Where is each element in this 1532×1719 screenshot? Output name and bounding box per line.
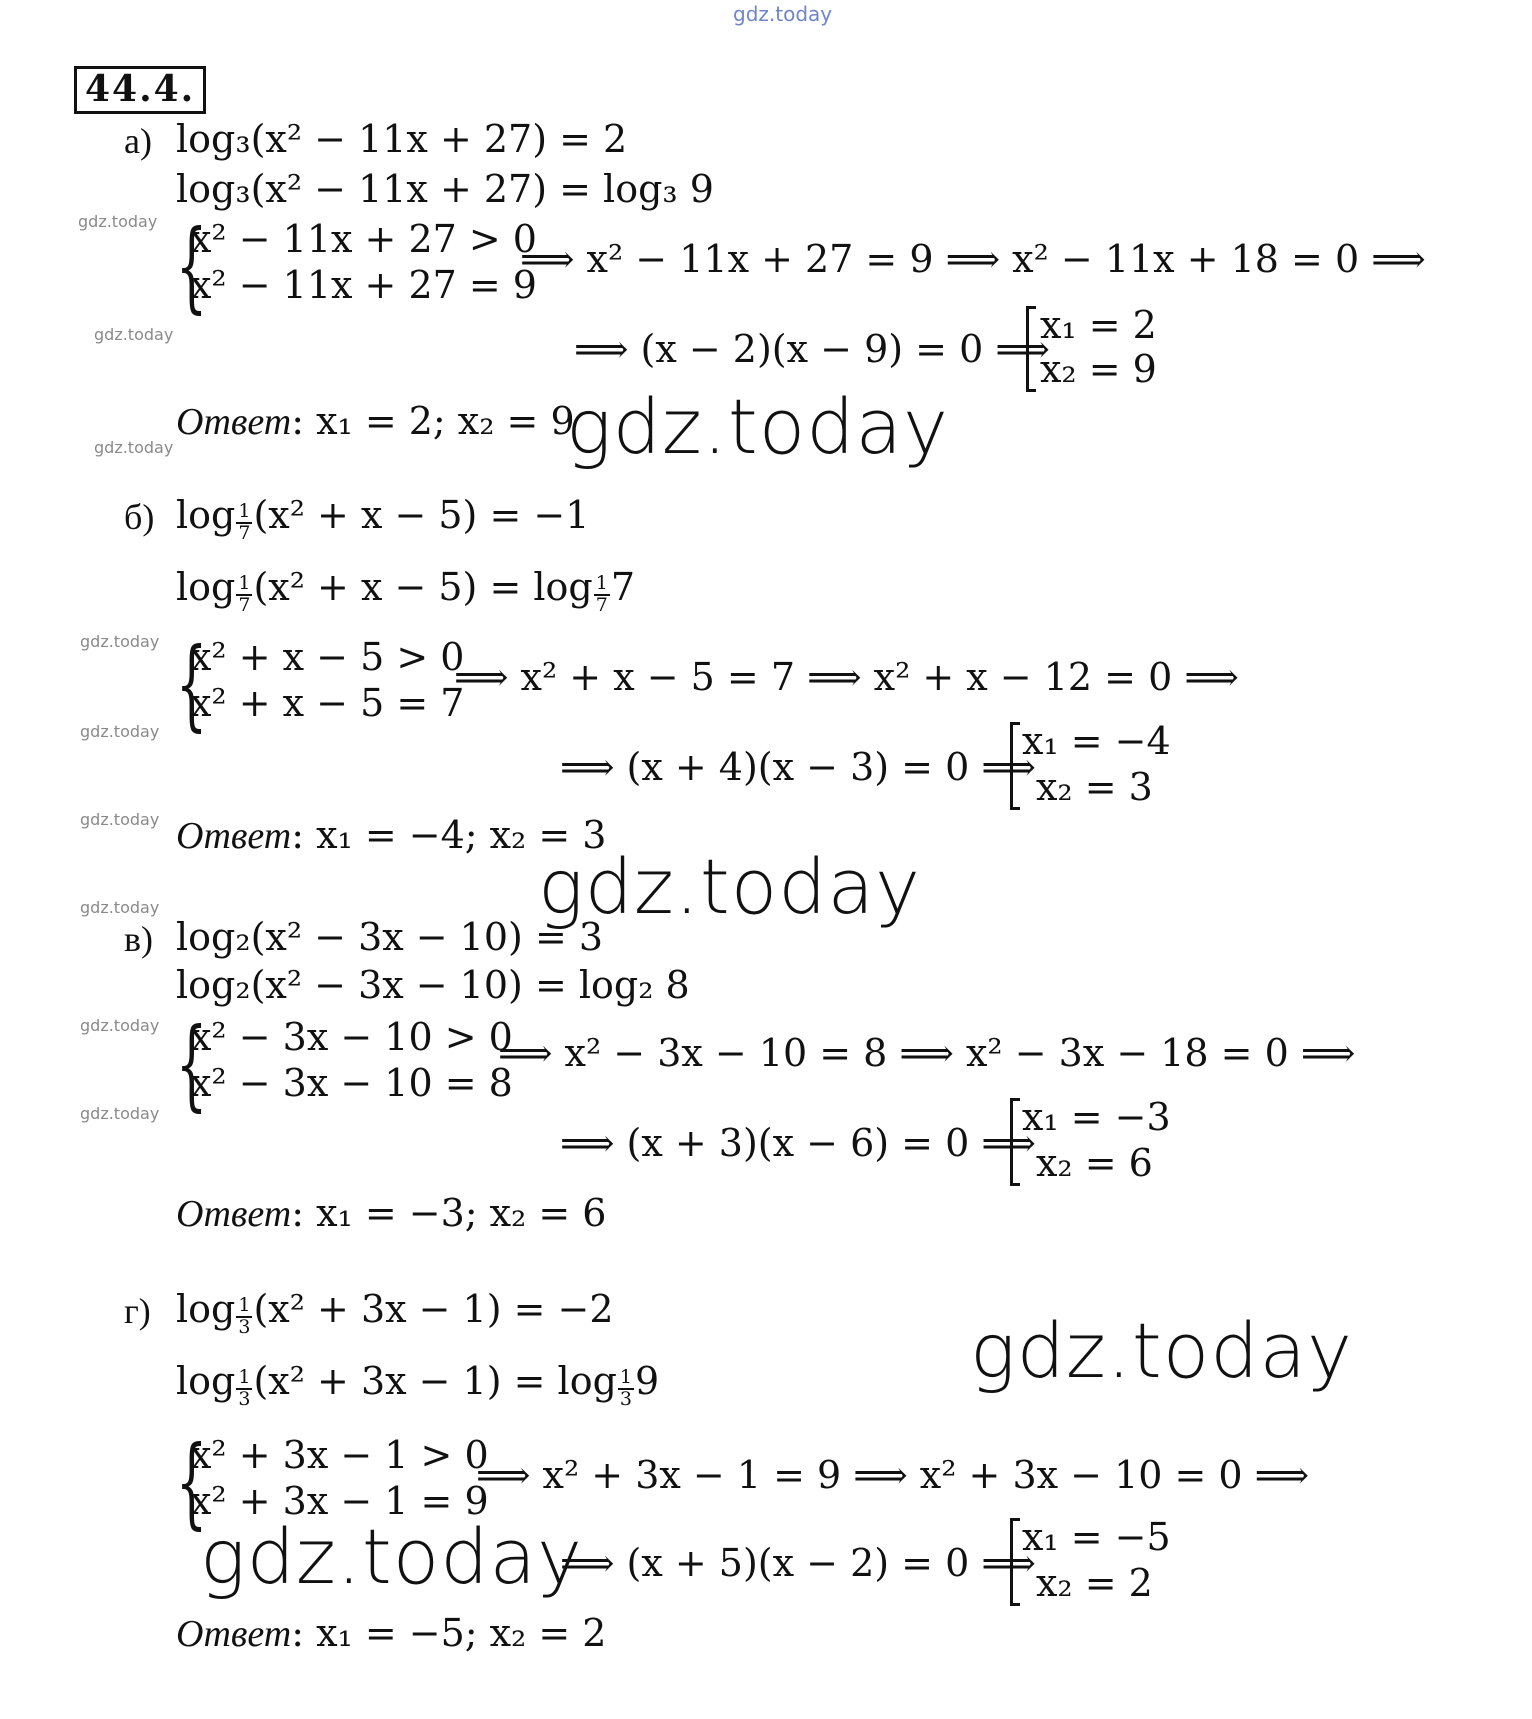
part-a-answer-value: : x₁ = 2; x₂ = 9 [291,399,575,443]
log-base-fraction [236,502,252,544]
fraction-denominator: 7 [238,594,251,617]
watermark-big: gdz.today [538,842,921,931]
log-text: log [176,493,236,537]
part-a-answer [176,399,575,443]
part-c-chain: ⟹ x² − 3x − 10 = 8 ⟹ x² − 3x − 18 = 0 ⟹ [498,1031,1356,1075]
log-text: log [176,565,236,609]
part-c-eq1: log₂(x² − 3x − 10) = 3 [176,915,604,959]
watermark-small: gdz.today [80,632,160,651]
watermark-small: gdz.today [80,1016,160,1035]
part-b-eq2 [176,565,636,617]
part-d-answer-value: : x₁ = −5; x₂ = 2 [291,1611,607,1655]
part-d-eq2-rest: (x² + 3x − 1) = log [253,1359,617,1403]
log-base-fraction [236,1296,252,1338]
part-c-root2: x₂ = 6 [1036,1141,1153,1185]
bracket-icon [1010,722,1020,810]
part-b-system [176,628,465,742]
part-a-chain: ⟹ x² − 11x + 27 = 9 ⟹ x² − 11x + 18 = 0 ⟹ [520,237,1426,281]
part-d-root1: x₁ = −5 [1022,1515,1171,1559]
answer-word: Ответ [176,401,292,443]
part-b-label: б) [124,497,155,537]
part-c-answer [176,1191,607,1235]
fraction-numerator: 1 [238,572,251,595]
watermark-big: gdz.today [970,1306,1353,1395]
part-a-system [176,210,537,324]
part-d-eq1-rest: (x² + 3x − 1) = −2 [253,1287,614,1331]
fraction-numerator: 1 [238,1294,251,1317]
part-d-eq1 [176,1287,614,1339]
bracket-icon [1010,1098,1020,1186]
part-b-eq2-end: 7 [610,565,636,609]
part-b-root1: x₁ = −4 [1022,719,1171,763]
part-b-eq1-rest: (x² + x − 5) = −1 [253,493,590,537]
problem-number: 44.4. [74,66,206,114]
part-d-sys1: x² + 3x − 1 > 0 [190,1433,489,1477]
log-text: log [176,1359,236,1403]
fraction-numerator: 1 [595,572,608,595]
part-c-root1: x₁ = −3 [1022,1095,1171,1139]
brace-icon: { [176,1426,208,1540]
watermark-big: gdz.today [566,382,949,471]
part-a-eq1: log₃(x² − 11x + 27) = 2 [176,117,628,161]
part-c-factor: ⟹ (x + 3)(x − 6) = 0 ⟹ [560,1121,1036,1165]
part-c-answer-value: : x₁ = −3; x₂ = 6 [291,1191,607,1235]
part-b-root2: x₂ = 3 [1036,765,1153,809]
log-base-fraction [618,1368,634,1410]
fraction-denominator: 3 [619,1388,632,1411]
fraction-denominator: 7 [238,522,251,545]
fraction-numerator: 1 [619,1366,632,1389]
part-d-system [176,1426,489,1540]
watermark-small: gdz.today [80,810,160,829]
part-c-sys2: x² − 3x − 10 = 8 [190,1061,513,1105]
fraction-numerator: 1 [238,1366,251,1389]
watermark-big: gdz.today [200,1512,583,1601]
part-b-eq1 [176,493,590,545]
bracket-icon [1010,1518,1020,1606]
part-d-eq2 [176,1359,660,1411]
answer-word: Ответ [176,815,292,857]
part-b-eq2-rest: (x² + x − 5) = log [253,565,593,609]
watermark-small: gdz.today [94,438,174,457]
brace-icon: { [176,628,208,742]
part-d-label: г) [124,1291,151,1331]
part-c-system [176,1008,513,1122]
part-c-eq2: log₂(x² − 3x − 10) = log₂ 8 [176,963,690,1007]
part-b-sys1: x² + x − 5 > 0 [190,635,465,679]
part-a-root2: x₂ = 9 [1040,347,1157,391]
part-d-eq2-end: 9 [635,1359,660,1403]
part-d-factor: ⟹ (x + 5)(x − 2) = 0 ⟹ [560,1541,1036,1585]
watermark-small: gdz.today [80,898,160,917]
fraction-numerator: 1 [238,500,251,523]
fraction-denominator: 3 [238,1388,251,1411]
fraction-denominator: 7 [595,594,608,617]
watermark-small: gdz.today [80,722,160,741]
watermark-small: gdz.today [80,1104,160,1123]
part-a-root1: x₁ = 2 [1040,303,1157,347]
part-a-sys1: x² − 11x + 27 > 0 [190,217,537,261]
log-base-fraction [594,574,610,616]
log-base-fraction [236,574,252,616]
answer-word: Ответ [176,1613,292,1655]
watermark-small: gdz.today [78,212,158,231]
brace-icon: { [176,210,208,324]
part-d-chain: ⟹ x² + 3x − 1 = 9 ⟹ x² + 3x − 10 = 0 ⟹ [476,1453,1310,1497]
brace-icon: { [176,1008,208,1122]
part-a-label: а) [124,121,152,161]
part-d-sys2: x² + 3x − 1 = 9 [190,1479,489,1523]
part-b-answer-value: : x₁ = −4; x₂ = 3 [291,813,607,857]
bracket-icon [1026,306,1036,392]
part-a-eq2: log₃(x² − 11x + 27) = log₃ 9 [176,167,714,211]
watermark-small: gdz.today [94,325,174,344]
part-b-chain: ⟹ x² + x − 5 = 7 ⟹ x² + x − 12 = 0 ⟹ [454,655,1239,699]
part-c-label: в) [124,919,153,959]
part-a-factor: ⟹ (x − 2)(x − 9) = 0 ⟹ [574,327,1050,371]
part-b-factor: ⟹ (x + 4)(x − 3) = 0 ⟹ [560,745,1036,789]
part-d-root2: x₂ = 2 [1036,1561,1153,1605]
log-text: log [176,1287,236,1331]
part-d-answer [176,1611,607,1655]
part-c-sys1: x² − 3x − 10 > 0 [190,1015,513,1059]
watermark-top: gdz.today [733,2,833,26]
log-base-fraction [236,1368,252,1410]
part-a-sys2: x² − 11x + 27 = 9 [190,263,537,307]
part-b-sys2: x² + x − 5 = 7 [190,681,465,725]
answer-word: Ответ [176,1193,292,1235]
fraction-denominator: 3 [238,1316,251,1339]
